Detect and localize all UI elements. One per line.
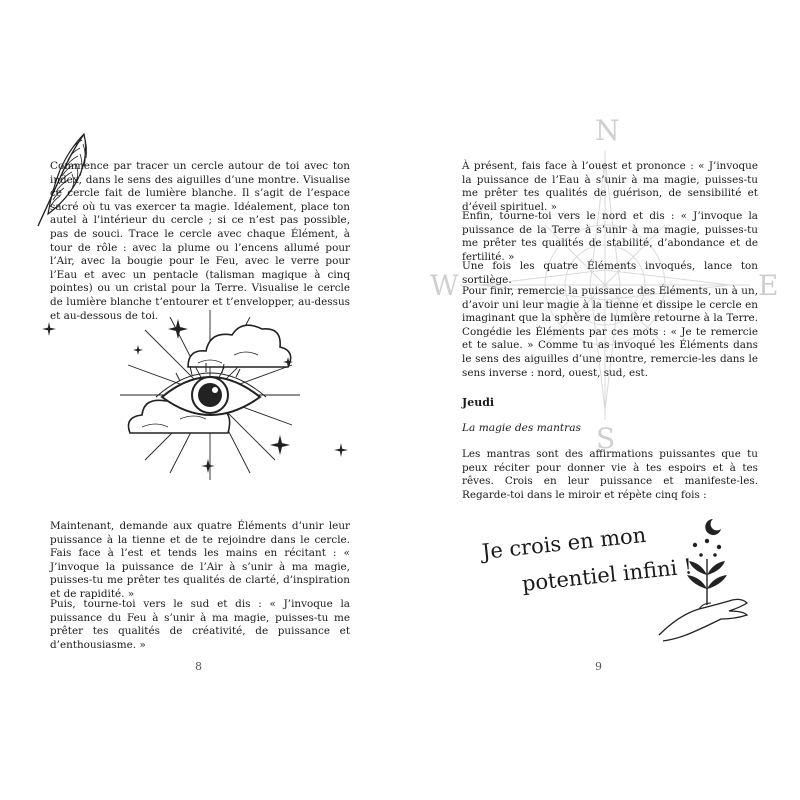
section-title: Jeudi	[462, 396, 495, 409]
compass-letter-south: S	[596, 422, 616, 455]
sparkle-icon	[42, 322, 56, 336]
paragraph-east: Maintenant, demande aux quatre Éléments d’unir leur puissance à la tienne et de te rejoindre dans le cercle. Fais face à l’est et tends les mains en récitant : « J’invoque la puissance de l’Air à s’unir à ma magie, puisses-tu me prêter tes qualités de clarté, d’inspiration et de rapidité. »	[50, 520, 350, 600]
mantra-line-1: Je crois en mon	[480, 522, 648, 564]
sparkle-icon	[334, 443, 348, 457]
mantra-line-2: potentiel infini !	[520, 554, 694, 596]
compass-letter-east: E	[758, 269, 779, 302]
intro-paragraph: Commence par tracer un cercle autour de toi avec ton index, dans le sens des aiguilles d’une montre. Visualise ce cercle fait de lumière blanche. Il s’agit de l’espace sacré où tu vas exercer ta magie. Idéalement, place ton autel à l’intérieur du cercle ; si ce n’est pas possible, pas de souci. Trace le cercle avec chaque Élément, à tour de rôle : avec la plume ou l’encens allumé pour l’Air, avec la bougie pour le Feu, avec le verre pour l’Eau et avec un pentacle (talisman magique à cinq pointes) ou un cristal pour la Terre. Visualise le cercle de lumière blanche t’entourer et t’envelopper, au-dessus et au-dessous de toi.	[50, 160, 350, 322]
paragraph-closing: Pour finir, remercie la puissance des Éléments, un à un, d’avoir uni leur magie à la tienne et dissipe le cercle en imaginant que la sphère de lumière retourne à la Terre. Congédie les Éléments par ces mots : « Je te remercie et te salue. » Comme tu as invoqué les Éléments dans le sens des aiguilles d’une montre, remercie-les dans le sens inverse : nord, ouest, sud, est.	[462, 285, 758, 379]
compass-letter-west: W	[430, 269, 459, 302]
paragraph-south: Puis, tourne-toi vers le sud et dis : « J’invoque la puissance du Feu à s’unir à ma magie, puisses-tu me prêter tes qualités de créativité, de puissance et d’enthousiasme. »	[50, 598, 350, 651]
hand-sprig-illustration	[655, 515, 755, 645]
paragraph-mantras: Les mantras sont des affirmations puissantes que tu peux réciter pour donner vie à tes espoirs et à tes rêves. Crois en leur puissance et manifeste-les. Regarde-toi dans le miroir et répète cinq fois :	[462, 448, 758, 501]
paragraph-north: Enfin, tourne-toi vers le nord et dis : « J’invoque la puissance de la Terre à s’unir à ma magie, puisses-tu me prêter tes qualités de stabilité, d’abondance et de fertilité. »	[462, 210, 758, 263]
section-subtitle: La magie des mantras	[462, 422, 581, 434]
page-number: 9	[595, 660, 602, 673]
compass-letter-north: N	[595, 114, 620, 147]
paragraph-spell: Une fois les quatre Éléments invoqués, lance ton sortilège.	[462, 260, 758, 286]
right-page	[400, 0, 800, 800]
page-number: 8	[195, 660, 202, 673]
compass-watermark	[400, 0, 800, 800]
paragraph-west: À présent, fais face à l’ouest et prononce : « J’invoque la puissance de l’Eau à s’unir à ma magie, puisses-tu me prêter tes qualités de guérison, de sensibilité et d’éveil spirituel. »	[462, 160, 758, 213]
mystic-eye-illustration	[110, 305, 310, 485]
